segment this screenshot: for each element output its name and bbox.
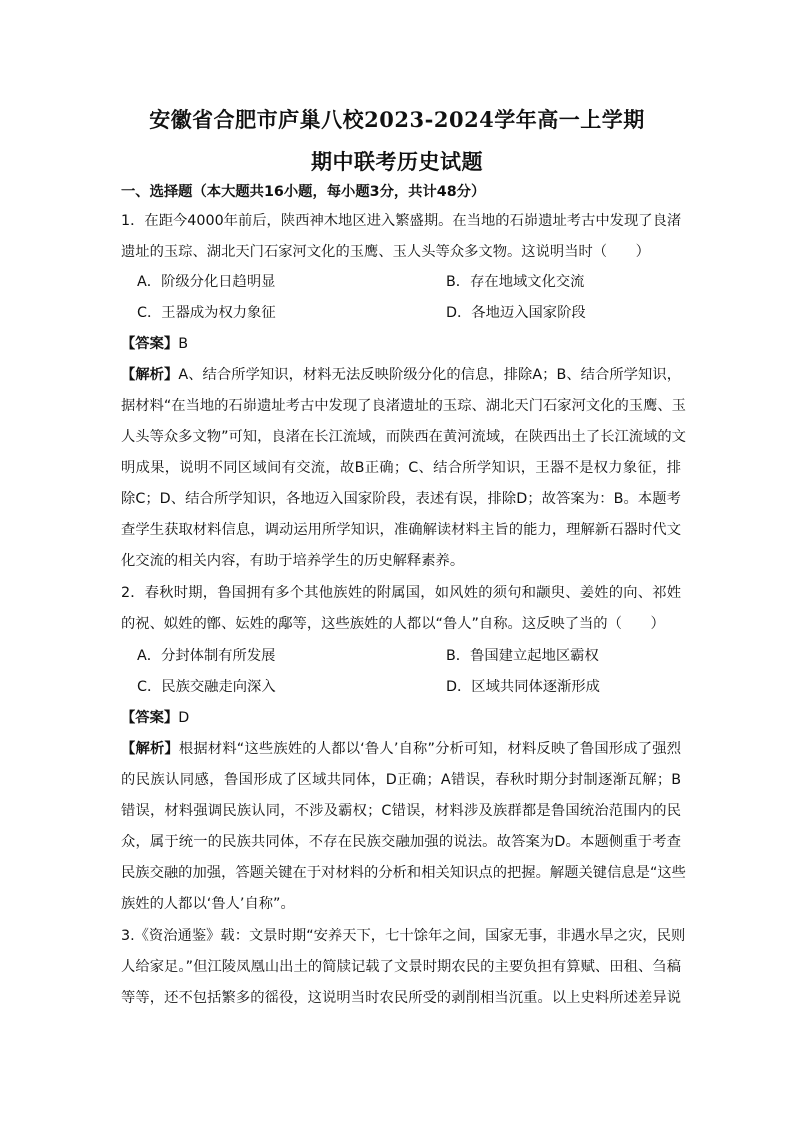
q2-answer-value: D [178, 710, 190, 726]
q2-analysis-text-1: 根据材料“这些族姓的人都以‘鲁人’自称”分析可知，材料反映了鲁国形成了强烈 [178, 741, 682, 757]
q3-stem-line-1: 3.《资治通鉴》载：文景时期“安养天下，七十馀年之间，国家无事，非遇水旱之灾，民则 [121, 928, 686, 944]
title-line-2: 期中联考历史试题 [311, 149, 483, 174]
q2-analysis-label: 【解析】 [121, 741, 179, 757]
q1-option-b: B．存在地域文化交流 [446, 274, 585, 290]
q2-analysis-line-4: 众，属于统一的民族共同体，不存在民族交融加强的说法。故答案为D。本题侧重于考查 [121, 834, 681, 850]
q2-analysis-line-1 [121, 738, 681, 758]
q1-stem-line-1: 1．在距今4000年前后，陕西神木地区进入繁盛期。在当地的石峁遗址考古中发现了良渚 [121, 213, 682, 229]
q1-option-a: A．阶级分化日趋明显 [137, 274, 276, 290]
q1-analysis-line-3: 人头等众多文物”可知，良渚在长江流域，而陕西在黄河流域，在陕西出土了长江流域的文 [121, 429, 686, 445]
q1-stem-line-2: 遗址的玉琮、湖北天门石家河文化的玉鹰、玉人头等众多文物。这说明当时（ ） [121, 244, 650, 260]
q2-answer-label: 【答案】 [121, 710, 179, 726]
q2-answer [121, 707, 189, 727]
q1-analysis-line-1 [121, 364, 681, 384]
q2-option-a: A．分封体制有所发展 [137, 648, 276, 664]
section-heading: 一、选择题（本大题共16小题，每小题3分，共计48分） [121, 184, 486, 200]
q1-analysis-line-7: 化交流的相关内容，有助于培养学生的历史解释素养。 [121, 553, 465, 569]
q1-analysis-text-1: A、结合所学知识，材料无法反映阶级分化的信息，排除A；B、结合所学知识， [178, 367, 682, 383]
q3-stem-line-2: 人给家足。”但江陵凤凰山出土的简牍记载了文景时期农民的主要负担有算赋、田租、刍稿 [121, 959, 681, 975]
title-line-1: 安徽省合肥市庐巢八校2023-2024学年高一上学期 [149, 107, 645, 132]
q2-option-d: D．区域共同体逐渐形成 [446, 679, 600, 695]
q1-analysis-line-2: 据材料“在当地的石峁遗址考古中发现了良渚遗址的玉琮、湖北天门石家河文化的玉鹰、玉 [121, 398, 686, 414]
q2-analysis-line-2: 的民族认同感，鲁国形成了区域共同体，D正确；A错误，春秋时期分封制逐渐瓦解；B [121, 772, 681, 788]
q1-option-d: D．各地迈入国家阶段 [446, 305, 586, 321]
q1-option-c: C．王器成为权力象征 [137, 305, 276, 321]
q2-option-c: C．民族交融走向深入 [137, 679, 276, 695]
q2-stem-line-1: 2．春秋时期，鲁国拥有多个其他族姓的附属国，如风姓的须句和颛臾、姜姓的向、祁姓 [121, 585, 681, 601]
q1-analysis-line-4: 明成果，说明不同区域间有交流，故B正确；C、结合所学知识，王器不是权力象征，排 [121, 460, 681, 476]
q2-analysis-line-3: 错误，材料强调民族认同，不涉及霸权；C错误，材料涉及族群都是鲁国统治范围内的民 [121, 803, 681, 819]
q1-answer [121, 333, 188, 353]
q1-analysis-label: 【解析】 [121, 367, 179, 383]
q2-analysis-line-5: 民族交融的加强，答题关键在于对材料的分析和相关知识点的把握。解题关键信息是“这些 [121, 865, 686, 881]
q2-analysis-line-6: 族姓的人都以‘鲁人’自称”。 [121, 896, 295, 912]
q2-stem-line-2: 的祝、姒姓的鄫、妘姓的鄅等，这些族姓的人都以“鲁人”自称。这反映了当的（ ） [121, 616, 665, 632]
q2-option-b: B．鲁国建立起地区霸权 [446, 648, 599, 664]
q1-answer-label: 【答案】 [121, 336, 179, 352]
q1-analysis-line-5: 除C；D、结合所学知识，各地迈入国家阶段，表述有误，排除D；故答案为：B。本题考 [121, 491, 681, 507]
q1-answer-value: B [178, 336, 188, 352]
q3-stem-line-3: 等等，还不包括繁多的徭役，这说明当时农民所受的剥削相当沉重。以上史料所述差异说 [121, 990, 681, 1006]
q1-analysis-line-6: 查学生获取材料信息，调动运用所学知识，准确解读材料主旨的能力，理解新石器时代文 [121, 522, 681, 538]
